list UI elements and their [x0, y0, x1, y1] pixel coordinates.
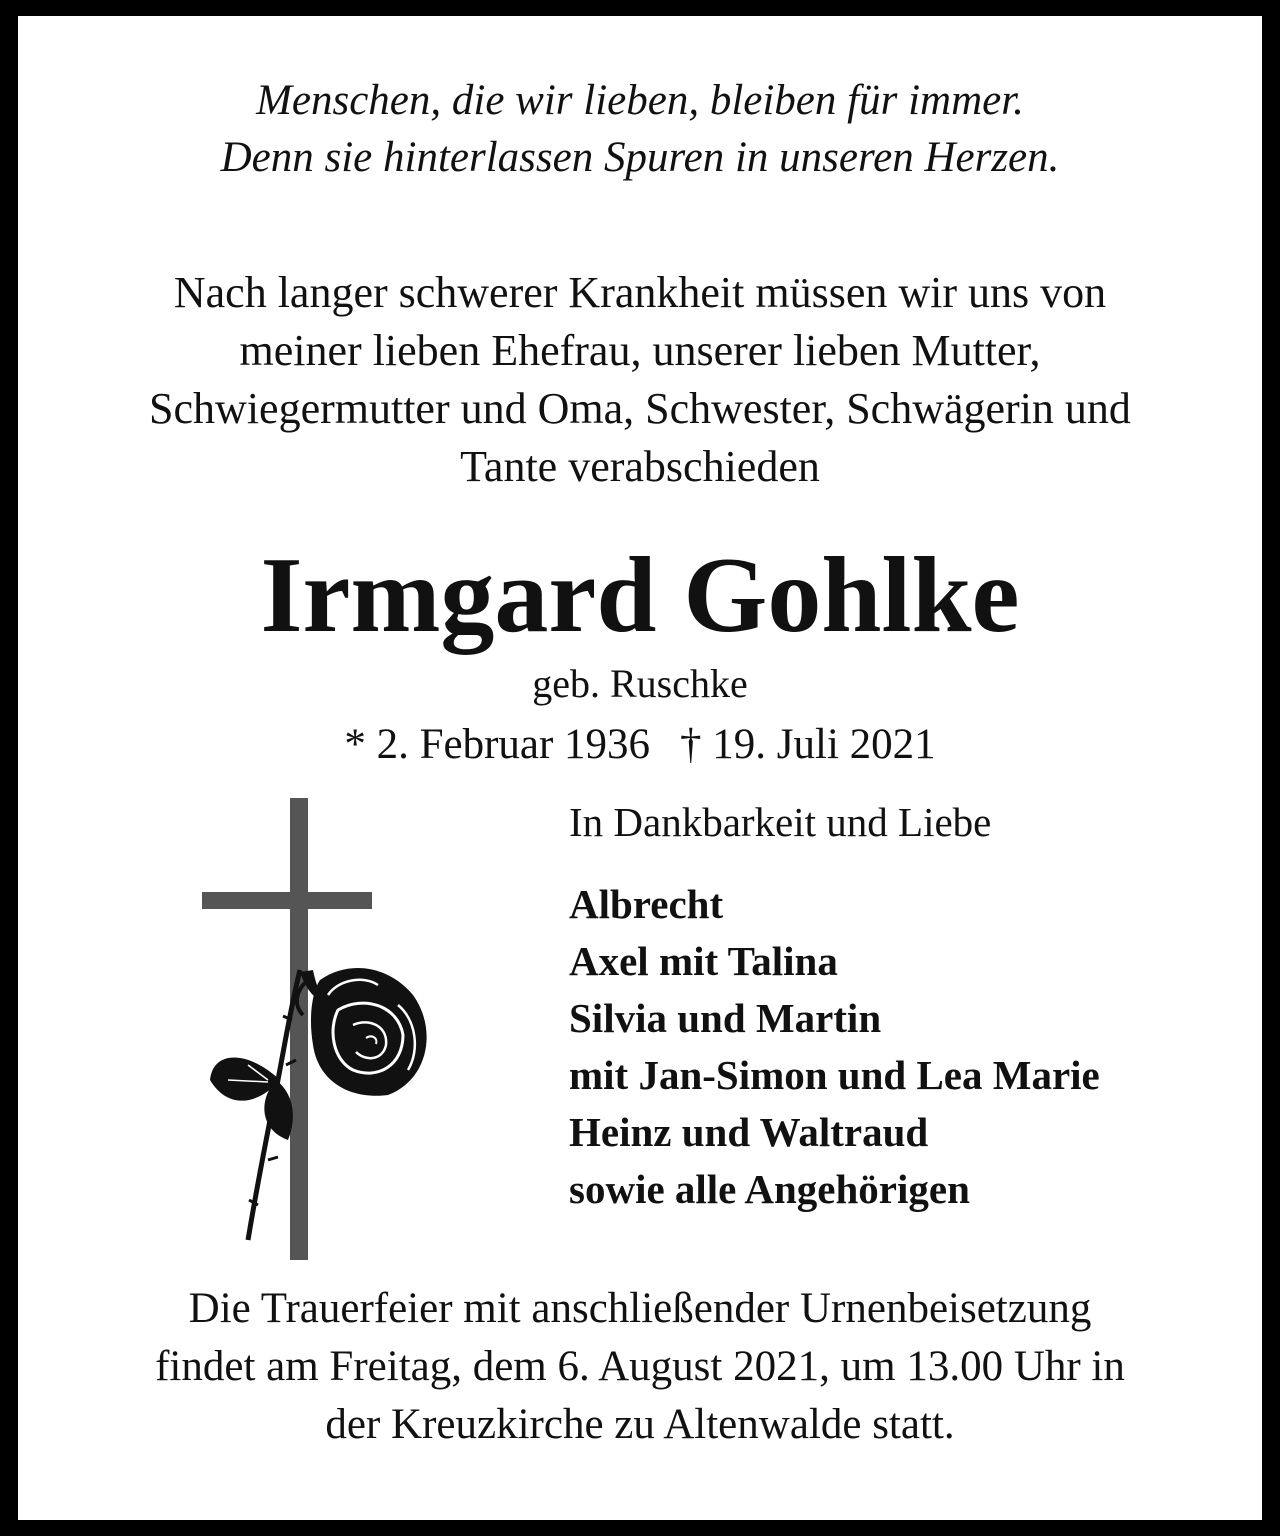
deceased-name: Irmgard Gohlke	[260, 536, 1020, 655]
mourners-list	[569, 876, 1100, 1218]
memorial-quote	[18, 72, 1262, 186]
list-item: Silvia und Martin	[569, 995, 882, 1041]
announcement-line: Nach langer schwerer Krankheit müssen wir uns von	[173, 268, 1107, 317]
quote-line: Menschen, die wir lieben, bleiben für immer.	[256, 77, 1024, 124]
obituary-notice	[18, 16, 1262, 1520]
announcement-text	[18, 264, 1262, 496]
cross-horizontal-beam	[202, 892, 372, 909]
maiden-name: geb. Ruschke	[532, 661, 748, 706]
cross-with-rose-icon	[188, 780, 448, 1260]
announcement-line: Schwiegermutter und Oma, Schwester, Schwägerin und	[149, 384, 1131, 433]
quote-line: Denn sie hinterlassen Spuren in unseren Herzen.	[220, 134, 1060, 181]
funeral-service-details	[18, 1280, 1262, 1454]
list-item: sowie alle Angehörigen	[569, 1166, 970, 1212]
mourners-heading: In Dankbarkeit und Liebe	[569, 799, 992, 845]
cross-vertical-beam	[290, 798, 308, 1260]
announcement-line: meiner lieben Ehefrau, unserer lieben Mutter,	[239, 326, 1041, 375]
list-item: Albrecht	[569, 881, 724, 927]
service-line: findet am Freitag, dem 6. August 2021, um 13.00 Uhr in	[155, 1343, 1125, 1390]
service-line: Die Trauerfeier mit anschließender Urnenbeisetzung	[188, 1285, 1092, 1332]
death-date: † 19. Juli 2021	[680, 721, 936, 768]
list-item: Axel mit Talina	[569, 938, 838, 984]
list-item: mit Jan-Simon und Lea Marie	[569, 1052, 1100, 1098]
rose-bloom	[311, 968, 427, 1096]
announcement-line: Tante verabschieden	[460, 442, 820, 491]
life-dates	[18, 716, 1262, 774]
service-line: der Kreuzkirche zu Altenwalde statt.	[325, 1401, 955, 1448]
list-item: Heinz und Waltraud	[569, 1109, 929, 1155]
birth-date: * 2. Februar 1936	[344, 721, 651, 768]
